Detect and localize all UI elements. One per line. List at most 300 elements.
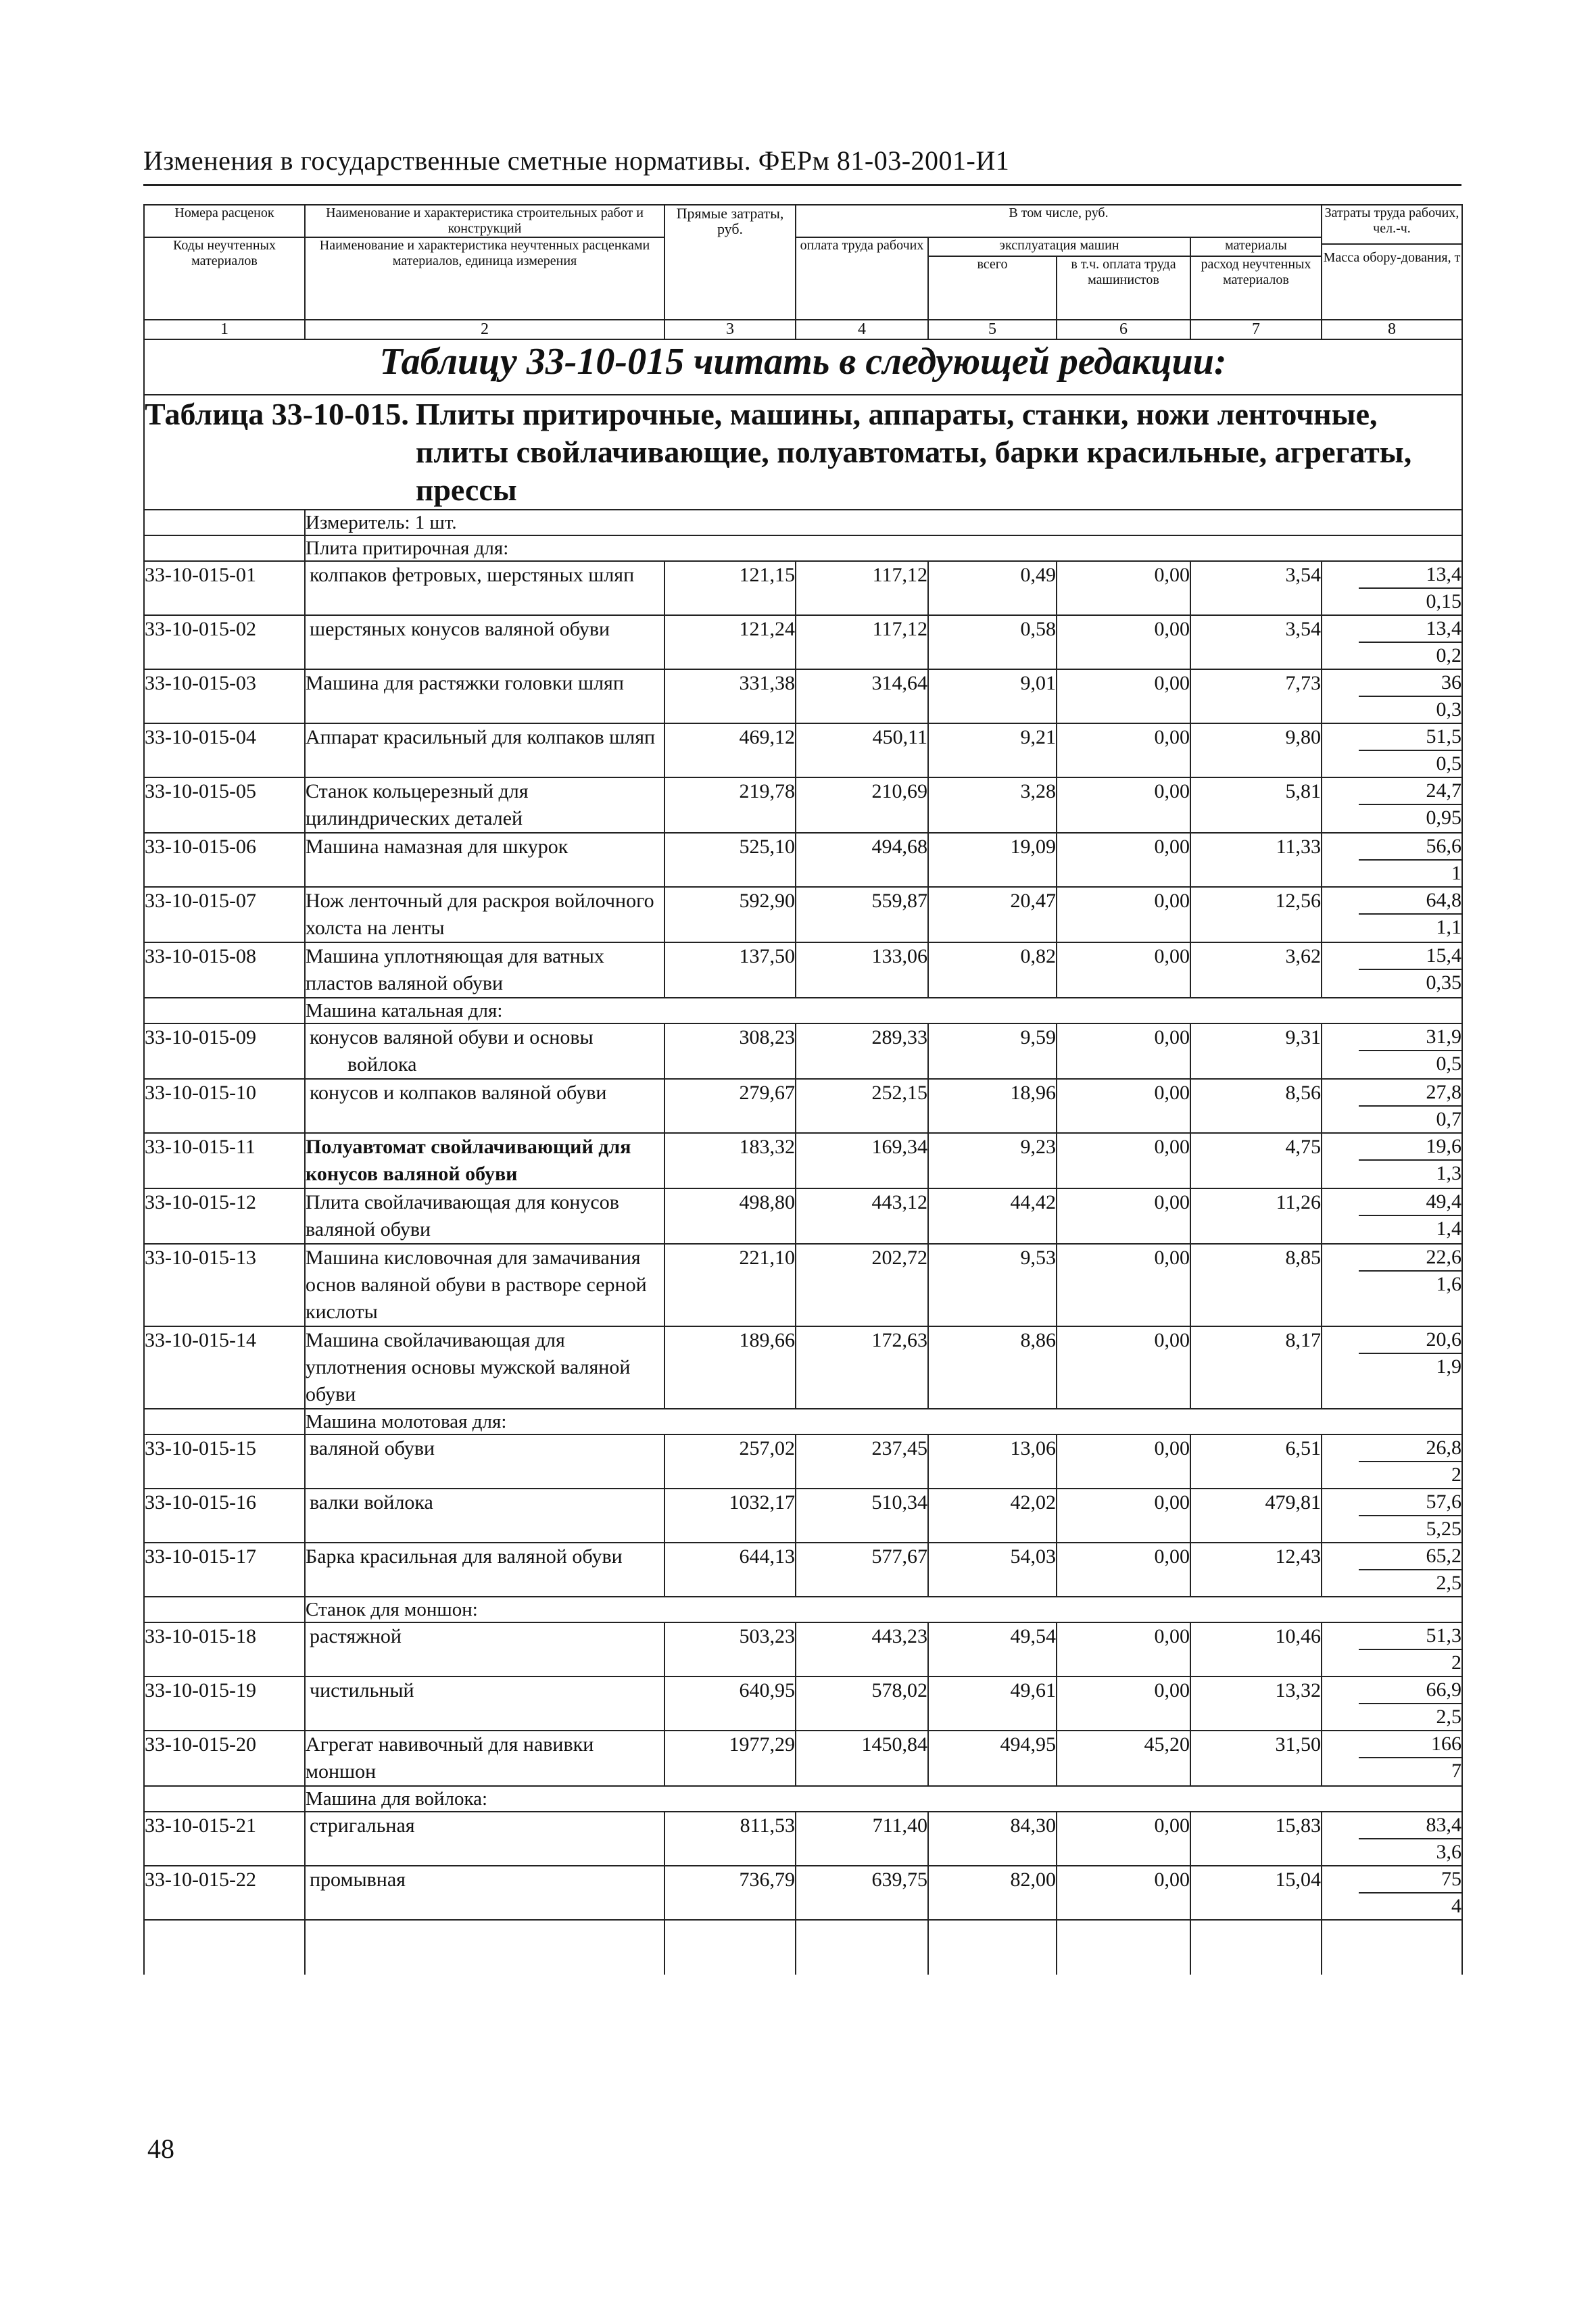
labor-mass-cell [1322, 1812, 1462, 1866]
direct-costs: 308,23 [664, 1023, 796, 1079]
materials-use: 8,17 [1190, 1326, 1322, 1409]
direct-costs: 121,24 [664, 615, 796, 669]
col-header-mass: Масса обору-дования, т [1322, 243, 1461, 266]
direct-costs: 331,38 [664, 669, 796, 723]
labor-mass-cell [1322, 1244, 1462, 1326]
table-row [144, 1326, 1462, 1409]
operators-pay: 0,00 [1057, 1244, 1190, 1326]
page-number: 48 [147, 2133, 174, 2164]
labor-pay: 172,63 [796, 1326, 928, 1409]
labor-pay: 1450,84 [796, 1731, 928, 1786]
rate-code: 33-10-015-07 [144, 887, 305, 942]
rate-code: 33-10-015-06 [144, 833, 305, 887]
direct-costs: 498,80 [664, 1188, 796, 1244]
group-row-spacer [144, 1597, 305, 1622]
labor-pay: 210,69 [796, 777, 928, 833]
work-name: Машина уплотняющая для ватных пластов валяной обуви [305, 942, 664, 998]
col-header-work-name: Наименование и характеристика строительных работ и конструкций [305, 205, 664, 237]
materials-use: 3,62 [1190, 942, 1322, 998]
work-name: стригальная [305, 1812, 664, 1866]
equipment-mass: 0,3 [1436, 698, 1461, 721]
table-row [144, 1489, 1462, 1543]
rate-code: 33-10-015-16 [144, 1489, 305, 1543]
direct-costs: 221,10 [664, 1244, 796, 1326]
operators-pay: 0,00 [1057, 1489, 1190, 1543]
machines-total: 19,09 [928, 833, 1057, 887]
equipment-mass: 0,5 [1436, 1053, 1461, 1075]
labor-mass-cell [1322, 777, 1462, 833]
labor-mass-cell [1322, 615, 1462, 669]
rate-code: 33-10-015-09 [144, 1023, 305, 1079]
direct-costs: 137,50 [664, 942, 796, 998]
direct-costs: 219,78 [664, 777, 796, 833]
table-row [144, 1866, 1462, 1920]
machines-total: 84,30 [928, 1812, 1057, 1866]
rate-code: 33-10-015-11 [144, 1133, 305, 1188]
materials-use: 5,81 [1190, 777, 1322, 833]
labor-mass-cell [1322, 942, 1462, 998]
equipment-mass: 0,95 [1426, 806, 1461, 829]
machines-total: 18,96 [928, 1079, 1057, 1133]
col-header-labor-pay: оплата труда рабочих [796, 237, 928, 320]
group-label: Машина для войлока: [305, 1786, 1462, 1812]
group-label: Машина молотовая для: [305, 1409, 1462, 1434]
labor-pay: 237,45 [796, 1434, 928, 1489]
machines-total: 9,23 [928, 1133, 1057, 1188]
work-name: Плита свойлачивающая для конусов валяной обуви [305, 1188, 664, 1244]
labor-costs: 57,6 [1359, 1489, 1461, 1516]
unit-row [144, 510, 1462, 535]
table-row [144, 615, 1462, 669]
labor-mass-cell [1322, 1434, 1462, 1489]
rate-code: 33-10-015-13 [144, 1244, 305, 1326]
table-row [144, 1188, 1462, 1244]
equipment-mass: 3,6 [1436, 1841, 1461, 1863]
rate-code: 33-10-015-19 [144, 1676, 305, 1731]
norms-table [143, 204, 1463, 1975]
col-header-direct-costs: Прямые затраты, руб. [664, 205, 796, 320]
labor-pay: 578,02 [796, 1676, 928, 1731]
materials-use: 13,32 [1190, 1676, 1322, 1731]
labor-pay: 711,40 [796, 1812, 928, 1866]
equipment-mass: 1,3 [1436, 1162, 1461, 1184]
machines-total: 9,01 [928, 669, 1057, 723]
work-name: конусов валяной обуви и основы войлока [305, 1023, 664, 1079]
operators-pay: 0,00 [1057, 1023, 1190, 1079]
materials-use: 9,31 [1190, 1023, 1322, 1079]
labor-pay: 169,34 [796, 1133, 928, 1188]
group-row-spacer [144, 535, 305, 561]
equipment-mass: 0,35 [1426, 971, 1461, 994]
direct-costs: 503,23 [664, 1622, 796, 1676]
labor-pay: 559,87 [796, 887, 928, 942]
rate-code: 33-10-015-04 [144, 723, 305, 777]
labor-mass-cell [1322, 1543, 1462, 1597]
operators-pay: 0,00 [1057, 1543, 1190, 1597]
rate-code: 33-10-015-10 [144, 1079, 305, 1133]
labor-mass-cell [1322, 561, 1462, 615]
direct-costs: 644,13 [664, 1543, 796, 1597]
labor-pay: 133,06 [796, 942, 928, 998]
equipment-mass: 7 [1451, 1760, 1461, 1782]
table-row [144, 723, 1462, 777]
labor-pay: 117,12 [796, 561, 928, 615]
labor-costs: 56,6 [1359, 834, 1461, 861]
table-row [144, 1622, 1462, 1676]
direct-costs: 736,79 [664, 1866, 796, 1920]
labor-pay: 314,64 [796, 669, 928, 723]
notice-row [144, 339, 1462, 395]
blank-cell [1322, 1920, 1462, 1975]
equipment-mass: 2 [1451, 1464, 1461, 1486]
operators-pay: 0,00 [1057, 777, 1190, 833]
work-name: шерстяных конусов валяной обуви [305, 615, 664, 669]
direct-costs: 469,12 [664, 723, 796, 777]
direct-costs: 257,02 [664, 1434, 796, 1489]
group-row [144, 998, 1462, 1023]
work-name: колпаков фетровых, шерстяных шляп [305, 561, 664, 615]
labor-pay: 252,15 [796, 1079, 928, 1133]
work-name: Барка красильная для валяной обуви [305, 1543, 664, 1597]
column-numbers-row [144, 320, 1462, 339]
operators-pay: 0,00 [1057, 1434, 1190, 1489]
table-row [144, 887, 1462, 942]
labor-costs: 27,8 [1359, 1080, 1461, 1107]
col-header-labor: Затраты труда рабочих, чел.-ч. [1324, 206, 1459, 236]
work-name: Станок кольцерезный для цилиндрических деталей [305, 777, 664, 833]
materials-use: 8,85 [1190, 1244, 1322, 1326]
labor-costs: 166 [1359, 1731, 1461, 1758]
machines-total: 42,02 [928, 1489, 1057, 1543]
group-row-spacer [144, 1409, 305, 1434]
rate-code: 33-10-015-12 [144, 1188, 305, 1244]
table-row [144, 1079, 1462, 1133]
direct-costs: 811,53 [664, 1812, 796, 1866]
labor-costs: 22,6 [1359, 1245, 1461, 1272]
labor-costs: 66,9 [1359, 1677, 1461, 1704]
work-name: промывная [305, 1866, 664, 1920]
col-number: 4 [796, 320, 928, 339]
group-row [144, 1409, 1462, 1434]
operators-pay: 0,00 [1057, 1866, 1190, 1920]
machines-total: 9,21 [928, 723, 1057, 777]
labor-costs: 49,4 [1359, 1189, 1461, 1216]
equipment-mass: 1,4 [1436, 1217, 1461, 1240]
col-header-materials-use: расход неучтенных материалов [1190, 256, 1322, 320]
labor-mass-cell [1322, 1866, 1462, 1920]
blank-cell [928, 1920, 1057, 1975]
col-header-machines-group: эксплуатация машин [928, 237, 1190, 256]
labor-costs: 51,3 [1359, 1623, 1461, 1650]
machines-total: 13,06 [928, 1434, 1057, 1489]
machines-total: 9,59 [928, 1023, 1057, 1079]
trailing-blank-row [144, 1920, 1462, 1975]
materials-use: 12,56 [1190, 887, 1322, 942]
table-row [144, 1676, 1462, 1731]
work-name: Машина намазная для шкурок [305, 833, 664, 887]
table-row [144, 1434, 1462, 1489]
labor-costs: 51,5 [1359, 724, 1461, 751]
table-title-cell [144, 395, 1462, 510]
labor-mass-cell [1322, 1188, 1462, 1244]
group-row-spacer [144, 1786, 305, 1812]
operators-pay: 0,00 [1057, 1188, 1190, 1244]
equipment-mass: 0,2 [1436, 644, 1461, 667]
table-row [144, 1543, 1462, 1597]
table-row [144, 777, 1462, 833]
work-name: Полуавтомат свойлачивающий для конусов валяной обуви [305, 1133, 664, 1188]
col-header-including: В том числе, руб. [796, 205, 1322, 237]
group-label: Плита притирочная для: [305, 535, 1462, 561]
labor-mass-cell [1322, 1676, 1462, 1731]
col-header-operators-pay: в т.ч. оплата труда машинистов [1057, 256, 1190, 320]
labor-mass-cell [1322, 669, 1462, 723]
machines-total: 494,95 [928, 1731, 1057, 1786]
direct-costs: 1032,17 [664, 1489, 796, 1543]
table-row [144, 1023, 1462, 1079]
col-header-rate-numbers: Номера расценок [144, 205, 305, 237]
machines-total: 0,49 [928, 561, 1057, 615]
labor-mass-cell [1322, 1489, 1462, 1543]
equipment-mass: 1 [1451, 862, 1461, 884]
labor-costs: 83,4 [1359, 1812, 1461, 1839]
work-name: Агрегат навивочный для навивки моншон [305, 1731, 664, 1786]
direct-costs: 592,90 [664, 887, 796, 942]
materials-use: 15,83 [1190, 1812, 1322, 1866]
equipment-mass: 2 [1451, 1651, 1461, 1674]
rate-code: 33-10-015-01 [144, 561, 305, 615]
work-name: Аппарат красильный для колпаков шляп [305, 723, 664, 777]
blank-cell [664, 1920, 796, 1975]
machines-total: 9,53 [928, 1244, 1057, 1326]
operators-pay: 0,00 [1057, 887, 1190, 942]
equipment-mass: 5,25 [1426, 1518, 1461, 1540]
table-header [144, 205, 1462, 339]
operators-pay: 0,00 [1057, 1676, 1190, 1731]
labor-costs: 24,7 [1359, 778, 1461, 805]
operators-pay: 0,00 [1057, 833, 1190, 887]
col-number: 3 [664, 320, 796, 339]
table-title [145, 395, 1461, 509]
machines-total: 54,03 [928, 1543, 1057, 1597]
col-number: 6 [1057, 320, 1190, 339]
labor-mass-cell [1322, 1622, 1462, 1676]
title-row [144, 395, 1462, 510]
operators-pay: 0,00 [1057, 1326, 1190, 1409]
operators-pay: 0,00 [1057, 1812, 1190, 1866]
labor-costs: 15,4 [1359, 943, 1461, 970]
labor-pay: 450,11 [796, 723, 928, 777]
table-body [144, 339, 1462, 1975]
work-name: конусов и колпаков валяной обуви [305, 1079, 664, 1133]
work-name: растяжной [305, 1622, 664, 1676]
machines-total: 3,28 [928, 777, 1057, 833]
machines-total: 20,47 [928, 887, 1057, 942]
col-number: 7 [1190, 320, 1322, 339]
blank-cell [796, 1920, 928, 1975]
col-number: 1 [144, 320, 305, 339]
labor-mass-cell [1322, 1326, 1462, 1409]
work-name: Машина для растяжки головки шляп [305, 669, 664, 723]
materials-use: 11,33 [1190, 833, 1322, 887]
table-row [144, 1244, 1462, 1326]
running-header: Изменения в государственные сметные нормативы. ФЕРм 81-03-2001-И1 [143, 145, 1010, 176]
work-name: Машина свойлачивающая для уплотнения основы мужской валяной обуви [305, 1326, 664, 1409]
rate-code: 33-10-015-05 [144, 777, 305, 833]
materials-use: 7,73 [1190, 669, 1322, 723]
rate-code: 33-10-015-08 [144, 942, 305, 998]
rate-code: 33-10-015-14 [144, 1326, 305, 1409]
group-label: Станок для моншон: [305, 1597, 1462, 1622]
operators-pay: 0,00 [1057, 1622, 1190, 1676]
col-number: 8 [1322, 320, 1462, 339]
unit-row-spacer [144, 510, 305, 535]
group-label: Машина катальная для: [305, 998, 1462, 1023]
unit-label: Измеритель: 1 шт. [305, 510, 1462, 535]
labor-costs: 19,6 [1359, 1134, 1461, 1161]
labor-pay: 510,34 [796, 1489, 928, 1543]
blank-cell [305, 1920, 664, 1975]
group-row [144, 535, 1462, 561]
direct-costs: 121,15 [664, 561, 796, 615]
equipment-mass: 1,9 [1436, 1355, 1461, 1378]
labor-mass-cell [1322, 1133, 1462, 1188]
labor-mass-cell [1322, 723, 1462, 777]
labor-costs: 64,8 [1359, 888, 1461, 915]
labor-costs: 31,9 [1359, 1024, 1461, 1051]
table-title-number: Таблица 33-10-015. [145, 397, 409, 431]
col-number: 5 [928, 320, 1057, 339]
materials-use: 15,04 [1190, 1866, 1322, 1920]
table-row [144, 1133, 1462, 1188]
labor-pay: 639,75 [796, 1866, 928, 1920]
labor-costs: 26,8 [1359, 1435, 1461, 1462]
direct-costs: 640,95 [664, 1676, 796, 1731]
blank-cell [1057, 1920, 1190, 1975]
labor-costs: 36 [1359, 670, 1461, 697]
table-row [144, 833, 1462, 887]
table-row [144, 561, 1462, 615]
labor-costs: 65,2 [1359, 1543, 1461, 1570]
operators-pay: 0,00 [1057, 669, 1190, 723]
labor-pay: 577,67 [796, 1543, 928, 1597]
labor-pay: 202,72 [796, 1244, 928, 1326]
operators-pay: 0,00 [1057, 615, 1190, 669]
table-title-text: Плиты притирочные, машины, аппараты, станки, ножи ленточные, плиты свойлачивающие, полуавтоматы, барки красильные, агрегаты, прессы [415, 397, 1412, 507]
machines-total: 82,00 [928, 1866, 1057, 1920]
operators-pay: 0,00 [1057, 561, 1190, 615]
labor-pay: 494,68 [796, 833, 928, 887]
direct-costs: 189,66 [664, 1326, 796, 1409]
blank-cell [144, 1920, 305, 1975]
col-header-material-names: Наименование и характеристика неучтенных расценками материалов, единица измерения [305, 237, 664, 320]
col-header-labor-mass [1322, 205, 1462, 320]
labor-costs: 13,4 [1359, 562, 1461, 589]
direct-costs: 525,10 [664, 833, 796, 887]
machines-total: 44,42 [928, 1188, 1057, 1244]
labor-costs: 20,6 [1359, 1327, 1461, 1354]
materials-use: 10,46 [1190, 1622, 1322, 1676]
machines-total: 8,86 [928, 1326, 1057, 1409]
materials-use: 12,43 [1190, 1543, 1322, 1597]
labor-pay: 289,33 [796, 1023, 928, 1079]
blank-cell [1190, 1920, 1322, 1975]
labor-costs: 75 [1359, 1866, 1461, 1893]
table-row [144, 942, 1462, 998]
machines-total: 0,58 [928, 615, 1057, 669]
rate-code: 33-10-015-02 [144, 615, 305, 669]
labor-mass-cell [1322, 887, 1462, 942]
equipment-mass: 1,6 [1436, 1273, 1461, 1295]
group-row [144, 1786, 1462, 1812]
col-number: 2 [305, 320, 664, 339]
operators-pay: 0,00 [1057, 1133, 1190, 1188]
work-name: Машина кисловочная для замачивания основ валяной обуви в растворе серной кислоты [305, 1244, 664, 1326]
materials-use: 3,54 [1190, 615, 1322, 669]
materials-use: 6,51 [1190, 1434, 1322, 1489]
table-row [144, 1731, 1462, 1786]
labor-mass-cell [1322, 1023, 1462, 1079]
direct-costs: 279,67 [664, 1079, 796, 1133]
rate-code: 33-10-015-18 [144, 1622, 305, 1676]
materials-use: 3,54 [1190, 561, 1322, 615]
labor-costs: 13,4 [1359, 616, 1461, 643]
machines-total: 0,82 [928, 942, 1057, 998]
machines-total: 49,54 [928, 1622, 1057, 1676]
edition-notice: Таблицу 33-10-015 читать в следующей редакции: [144, 339, 1462, 395]
rate-code: 33-10-015-21 [144, 1812, 305, 1866]
labor-mass-cell [1322, 1079, 1462, 1133]
equipment-mass: 2,5 [1436, 1706, 1461, 1728]
direct-costs: 1977,29 [664, 1731, 796, 1786]
materials-use: 8,56 [1190, 1079, 1322, 1133]
equipment-mass: 0,15 [1426, 590, 1461, 612]
equipment-mass: 0,5 [1436, 752, 1461, 775]
group-row-spacer [144, 998, 305, 1023]
col-header-materials-group: материалы [1190, 237, 1322, 256]
equipment-mass: 0,7 [1436, 1108, 1461, 1130]
materials-use: 4,75 [1190, 1133, 1322, 1188]
operators-pay: 45,20 [1057, 1731, 1190, 1786]
labor-mass-cell [1322, 1731, 1462, 1786]
work-name: чистильный [305, 1676, 664, 1731]
rate-code: 33-10-015-03 [144, 669, 305, 723]
operators-pay: 0,00 [1057, 1079, 1190, 1133]
group-row [144, 1597, 1462, 1622]
labor-pay: 117,12 [796, 615, 928, 669]
rate-code: 33-10-015-15 [144, 1434, 305, 1489]
materials-use: 11,26 [1190, 1188, 1322, 1244]
col-header-material-codes: Коды неучтенных материалов [144, 237, 305, 320]
table-row [144, 1812, 1462, 1866]
operators-pay: 0,00 [1057, 942, 1190, 998]
materials-use: 479,81 [1190, 1489, 1322, 1543]
labor-pay: 443,23 [796, 1622, 928, 1676]
equipment-mass: 1,1 [1436, 916, 1461, 938]
equipment-mass: 2,5 [1436, 1572, 1461, 1594]
equipment-mass: 4 [1451, 1895, 1461, 1917]
work-name: валки войлока [305, 1489, 664, 1543]
operators-pay: 0,00 [1057, 723, 1190, 777]
machines-total: 49,61 [928, 1676, 1057, 1731]
table-row [144, 669, 1462, 723]
header-rule [143, 184, 1461, 186]
labor-mass-cell [1322, 833, 1462, 887]
col-header-machines-total: всего [928, 256, 1057, 320]
work-name: валяной обуви [305, 1434, 664, 1489]
rate-code: 33-10-015-17 [144, 1543, 305, 1597]
labor-pay: 443,12 [796, 1188, 928, 1244]
